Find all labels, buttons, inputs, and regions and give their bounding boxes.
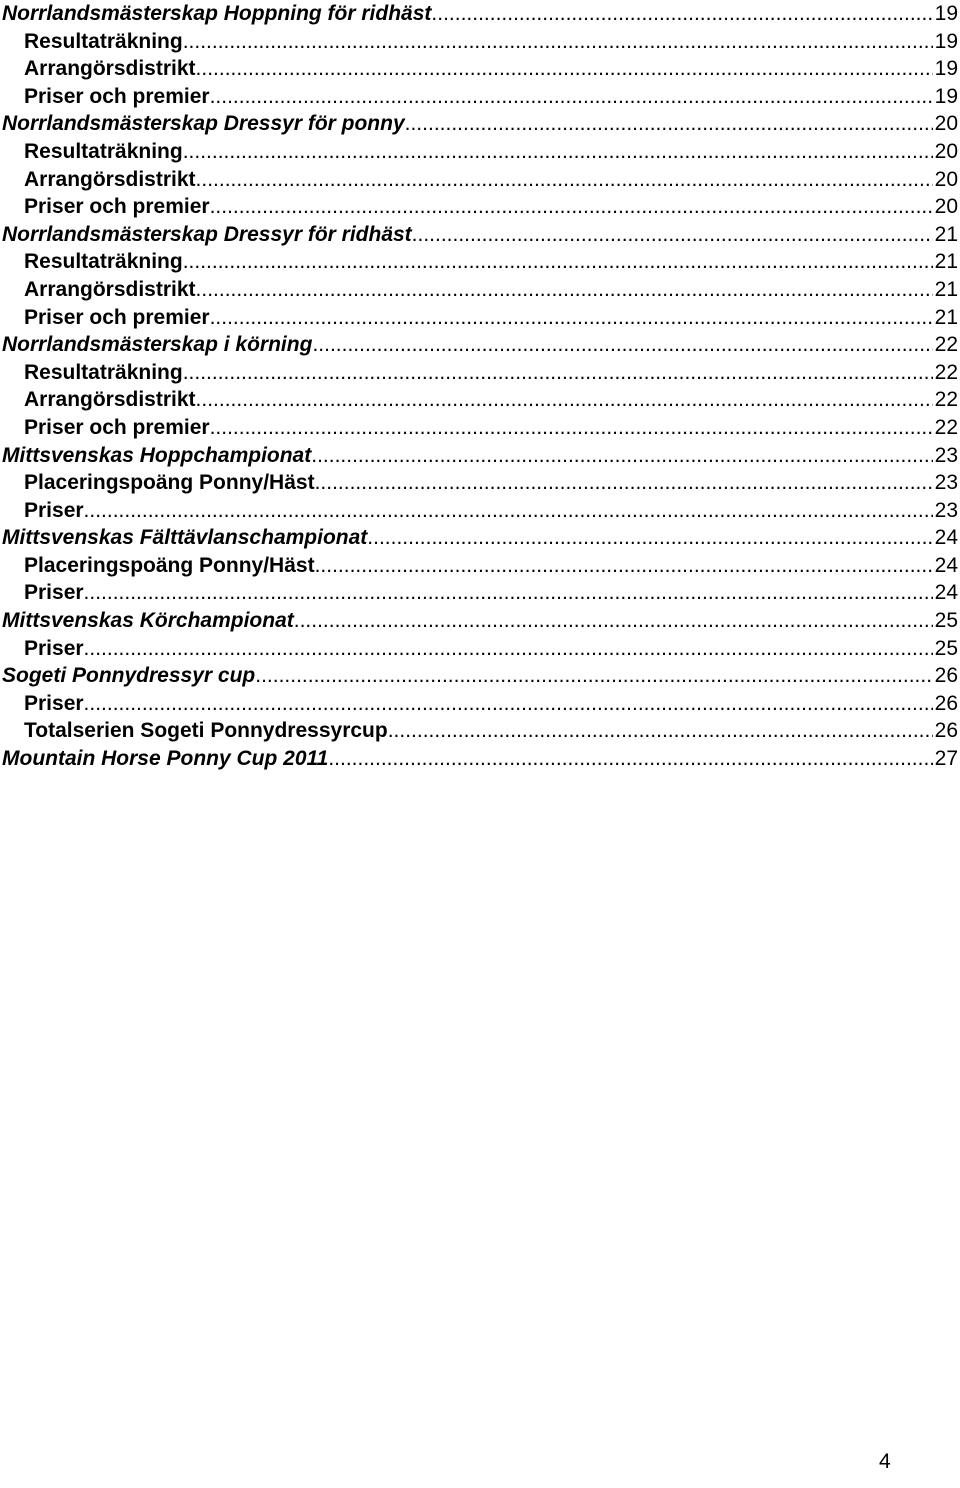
toc-dot-leader xyxy=(388,717,933,745)
toc-entry-page: 22 xyxy=(934,333,958,357)
toc-dot-leader xyxy=(84,579,933,607)
toc-dot-leader xyxy=(431,0,932,28)
toc-dot-leader xyxy=(183,138,933,166)
toc-entry-section[interactable] xyxy=(2,662,958,690)
toc-entry-title: Mittsvenskas Körchampionat xyxy=(2,609,294,633)
toc-dot-leader xyxy=(315,552,933,580)
toc-dot-leader xyxy=(367,524,932,552)
toc-entry-title: Arrangörsdistrikt xyxy=(24,167,196,191)
toc-entry-page: 24 xyxy=(934,581,958,605)
toc-entry-title: Resultaträkning xyxy=(24,139,183,163)
toc-entry-title: Priser och premier xyxy=(24,84,210,108)
toc-entry-section[interactable] xyxy=(2,110,958,138)
toc-entry-title: Norrlandsmästerskap Hoppning för ridhäst xyxy=(2,2,432,25)
toc-dot-leader xyxy=(210,304,933,332)
toc-entry-title: Priser xyxy=(24,691,84,715)
toc-entry-section[interactable] xyxy=(2,745,958,773)
toc-entry-title: Priser xyxy=(24,636,84,660)
toc-entry-section[interactable] xyxy=(2,442,958,470)
toc-entry-page: 27 xyxy=(934,747,958,771)
toc-entry-page: 26 xyxy=(934,664,958,688)
toc-dot-leader xyxy=(315,469,933,497)
toc-dot-leader xyxy=(196,276,933,304)
toc-entry-subsection[interactable] xyxy=(2,248,958,276)
toc-entry-title: Norrlandsmästerskap Dressyr för ridhäst xyxy=(2,222,412,246)
toc-entry-title: Mountain Horse Ponny Cup 2011 xyxy=(2,747,329,771)
toc-entry-page: 19 xyxy=(934,84,958,108)
toc-entry-page: 20 xyxy=(934,195,958,219)
toc-entry-subsection[interactable] xyxy=(2,276,958,304)
toc-dot-leader xyxy=(183,248,933,276)
toc-entry-page: 19 xyxy=(934,2,958,25)
toc-entry-subsection[interactable] xyxy=(2,83,958,111)
toc-entry-page: 21 xyxy=(934,222,958,246)
toc-entry-title: Priser xyxy=(24,498,84,522)
toc-dot-leader xyxy=(294,607,933,635)
toc-entry-page: 25 xyxy=(934,636,958,660)
toc-entry-title: Placeringspoäng Ponny/Häst xyxy=(24,471,315,495)
toc-entry-subsection[interactable] xyxy=(2,386,958,414)
toc-entry-page: 21 xyxy=(934,277,958,301)
toc-entry-section[interactable] xyxy=(2,524,958,552)
table-of-contents xyxy=(2,0,958,773)
toc-entry-subsection[interactable] xyxy=(2,717,958,745)
toc-entry-subsection[interactable] xyxy=(2,55,958,83)
toc-entry-subsection[interactable] xyxy=(2,304,958,332)
toc-dot-leader xyxy=(84,690,933,718)
toc-entry-subsection[interactable] xyxy=(2,359,958,387)
toc-entry-title: Sogeti Ponnydressyr cup xyxy=(2,664,256,688)
toc-entry-title: Mittsvenskas Fälttävlanschampionat xyxy=(2,526,368,550)
toc-entry-page: 22 xyxy=(934,388,958,412)
toc-entry-title: Totalserien Sogeti Ponnydressyrcup xyxy=(24,719,388,743)
toc-entry-title: Arrangörsdistrikt xyxy=(24,277,196,301)
toc-entry-title: Resultaträkning xyxy=(24,29,183,53)
toc-entry-page: 19 xyxy=(934,57,958,81)
toc-entry-page: 20 xyxy=(934,139,958,163)
toc-dot-leader xyxy=(405,110,933,138)
toc-dot-leader xyxy=(183,28,933,56)
toc-entry-page: 20 xyxy=(934,112,958,136)
toc-entry-page: 23 xyxy=(934,471,958,495)
toc-entry-section[interactable] xyxy=(2,0,958,28)
toc-entry-page: 21 xyxy=(934,305,958,329)
toc-dot-leader xyxy=(84,635,933,663)
toc-entry-page: 24 xyxy=(934,553,958,577)
toc-entry-title: Norrlandsmästerskap Dressyr för ponny xyxy=(2,112,405,136)
toc-entry-subsection[interactable] xyxy=(2,28,958,56)
toc-dot-leader xyxy=(312,331,932,359)
toc-entry-page: 24 xyxy=(934,526,958,550)
toc-entry-subsection[interactable] xyxy=(2,635,958,663)
toc-dot-leader xyxy=(196,55,933,83)
toc-entry-subsection[interactable] xyxy=(2,690,958,718)
toc-entry-title: Mittsvenskas Hoppchampionat xyxy=(2,443,312,467)
toc-entry-subsection[interactable] xyxy=(2,166,958,194)
toc-entry-section[interactable] xyxy=(2,607,958,635)
toc-entry-subsection[interactable] xyxy=(2,193,958,221)
toc-dot-leader xyxy=(328,745,932,773)
toc-dot-leader xyxy=(210,193,933,221)
toc-entry-title: Resultaträkning xyxy=(24,360,183,384)
toc-entry-title: Priser och premier xyxy=(24,415,210,439)
toc-entry-subsection[interactable] xyxy=(2,414,958,442)
toc-entry-page: 23 xyxy=(934,498,958,522)
toc-entry-title: Arrangörsdistrikt xyxy=(24,388,196,412)
toc-dot-leader xyxy=(196,166,933,194)
toc-entry-page: 19 xyxy=(934,29,958,53)
toc-entry-subsection[interactable] xyxy=(2,469,958,497)
page-number: 4 xyxy=(879,1450,891,1473)
toc-dot-leader xyxy=(412,221,933,249)
toc-dot-leader xyxy=(84,497,933,525)
toc-entry-page: 26 xyxy=(934,719,958,743)
toc-entry-section[interactable] xyxy=(2,331,958,359)
toc-dot-leader xyxy=(210,83,933,111)
toc-entry-page: 22 xyxy=(934,360,958,384)
toc-entry-page: 20 xyxy=(934,167,958,191)
toc-entry-title: Arrangörsdistrikt xyxy=(24,57,196,81)
toc-entry-title: Priser och premier xyxy=(24,195,210,219)
toc-entry-page: 22 xyxy=(934,415,958,439)
toc-entry-subsection[interactable] xyxy=(2,497,958,525)
toc-entry-page: 23 xyxy=(934,443,958,467)
toc-entry-title: Resultaträkning xyxy=(24,250,183,274)
toc-entry-title: Placeringspoäng Ponny/Häst xyxy=(24,553,315,577)
toc-dot-leader xyxy=(183,359,933,387)
toc-entry-subsection[interactable] xyxy=(2,138,958,166)
toc-entry-subsection[interactable] xyxy=(2,552,958,580)
toc-entry-title: Priser xyxy=(24,581,84,605)
toc-entry-page: 26 xyxy=(934,691,958,715)
toc-dot-leader xyxy=(255,662,932,690)
toc-dot-leader xyxy=(311,442,932,470)
toc-entry-page: 25 xyxy=(934,609,958,633)
toc-entry-title: Norrlandsmästerskap i körning xyxy=(2,333,313,357)
toc-entry-page: 21 xyxy=(934,250,958,274)
toc-entry-section[interactable] xyxy=(2,221,958,249)
toc-entry-title: Priser och premier xyxy=(24,305,210,329)
toc-dot-leader xyxy=(210,414,933,442)
toc-dot-leader xyxy=(196,386,933,414)
toc-entry-subsection[interactable] xyxy=(2,579,958,607)
